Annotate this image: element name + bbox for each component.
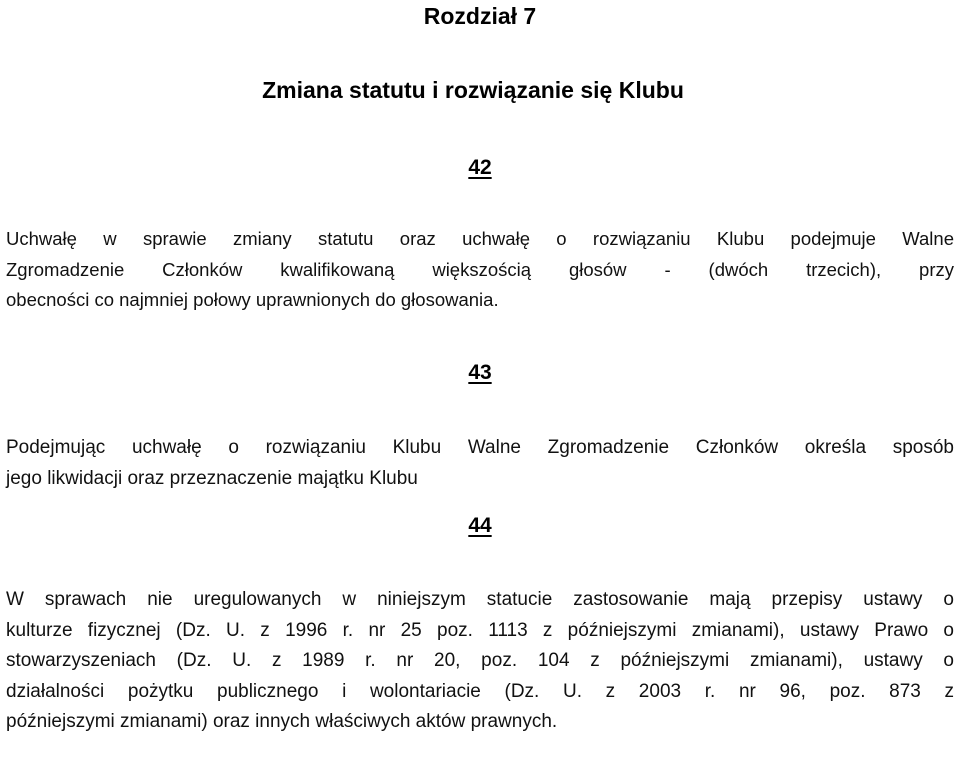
section-43-heading [0, 360, 960, 386]
paragraph-line: W sprawach nie uregulowanych w niniejszym statucie zastosowanie mają przepisy ustawy o [6, 589, 954, 610]
paragraph-line: kulturze fizycznej (Dz. U. z 1996 r. nr 25 poz. 1113 z późniejszymi zmianami), ustawy Prawo o [6, 619, 954, 641]
section-42-paragraph [6, 224, 954, 316]
paragraph-line: jego likwidacji oraz przeznaczenie majątku Klubu [6, 467, 418, 489]
paragraph-line: obecności co najmniej połowy uprawnionych do głosowania. [6, 289, 499, 310]
section-number: 43 [468, 361, 492, 384]
section-number: 42 [468, 156, 492, 179]
paragraph-line: Podejmując uchwałę o rozwiązaniu Klubu Walne Zgromadzenie Członków określa sposób [6, 437, 954, 458]
paragraph-line: Zgromadzenie Członków kwalifikowaną większością głosów - (dwóch trzecich), przy [6, 258, 954, 280]
section-43-paragraph [6, 433, 954, 494]
section-42-heading [0, 155, 960, 181]
chapter-label: Rozdział 7 [423, 3, 537, 29]
paragraph-line: stowarzyszeniach (Dz. U. z 1989 r. nr 20, poz. 104 z późniejszymi zmianami), ustawy o [6, 650, 954, 671]
chapter-title: Zmiana statutu i rozwiązanie się Klubu [262, 77, 684, 103]
paragraph-line: działalności pożytku publicznego i wolontariacie (Dz. U. z 2003 r. nr 96, poz. 873 z [6, 680, 954, 702]
section-44-heading [0, 513, 960, 539]
section-number: 44 [468, 514, 492, 537]
paragraph-line: Uchwałę w sprawie zmiany statutu oraz uchwałę o rozwiązaniu Klubu podejmuje Walne [6, 228, 954, 249]
paragraph-line: późniejszymi zmianami) oraz innych właściwych aktów prawnych. [6, 711, 558, 732]
section-44-paragraph [6, 585, 954, 738]
